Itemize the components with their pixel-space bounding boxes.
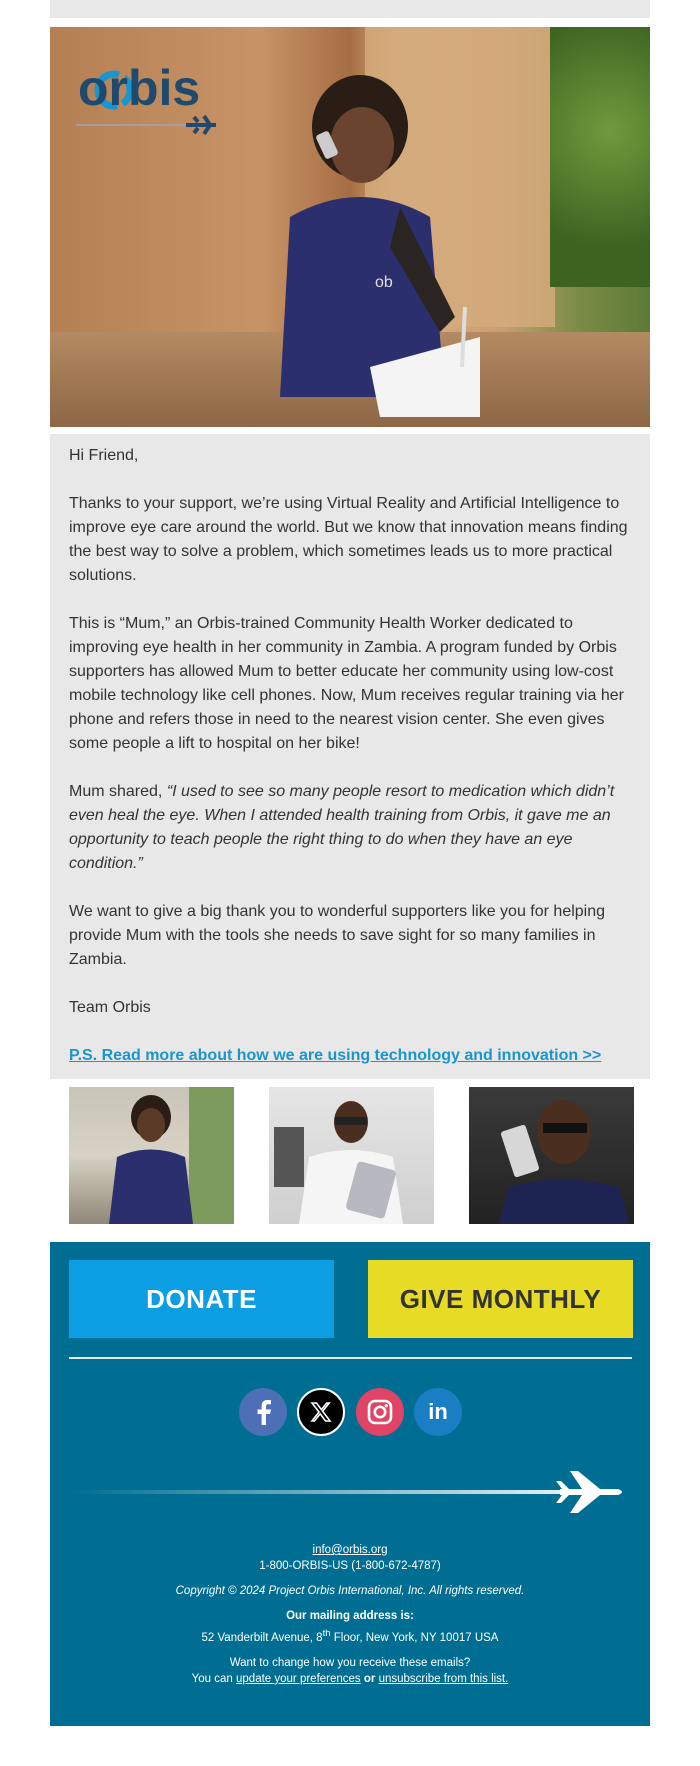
svg-text:ob: ob [375,274,393,291]
paragraph-mum: This is “Mum,” an Orbis-trained Community Health Worker dedicated to improving eye health in her community in Zambia. A program funded by Orbis supporters has allowed Mum to better educate her community using low-cost mobile technology like cell phones. Now, Mum receives regular training via her phone and refers those in need to the nearest vision center. She even gives some people a lift to hospital on her bike! [69,615,624,752]
x-icon[interactable] [297,1388,345,1436]
svg-text:orbis: orbis [78,60,201,116]
donate-button[interactable]: DONATE [69,1260,334,1338]
change-prefs-text: Want to change how you receive these emails? [229,1656,471,1669]
unsubscribe-link[interactable]: unsubscribe from this list. [378,1672,509,1685]
footer-divider [69,1357,632,1359]
photo-doctor [269,1087,434,1224]
letter-body [50,434,650,1079]
update-preferences-link[interactable]: update your preferences [236,1672,361,1685]
social-links [50,1388,650,1438]
facebook-icon[interactable] [239,1388,287,1436]
photo-mum-illustration [69,1087,234,1224]
instagram-icon[interactable] [356,1388,404,1436]
paragraph-quote: Mum shared, “I used to see so many people resort to medication which didn’t even heal the eye. When I attended health training from Orbis, it gave me an opportunity to teach people the right thing to do when they have an eye condition.” [69,783,615,872]
prefs-line: You can update your preferences or unsubscribe from this list. [191,1672,509,1685]
ps-read-more-link[interactable]: P.S. Read more about how we are using technology and innovation >> [69,1047,602,1064]
signoff: Team Orbis [69,999,151,1016]
orbis-logo [76,45,226,135]
email-link[interactable]: info@orbis.org [312,1544,388,1556]
photo-man-phone [469,1087,634,1224]
paragraph-thanks: We want to give a big thank you to wonderful supporters like you for helping provide Mum with the tools she needs to save sight for so many families in Zambia. [69,903,606,968]
plane-icon [70,1467,630,1517]
mailing-heading: Our mailing address is: [286,1610,414,1622]
contact-info [50,1542,650,1687]
phone-number: 1-800-ORBIS-US (1-800-672-4787) [259,1560,441,1572]
linkedin-icon[interactable]: in [414,1388,462,1436]
footer [50,1242,650,1726]
greeting: Hi Friend, [69,447,139,464]
mum-quote: “I used to see so many people resort to medication which didn’t even heal the eye. When I attended health training from Orbis, it gave me an opportunity to teach people the right thing to do when they have an eye condition.” [69,783,615,872]
hero-image [50,27,650,427]
paragraph-innovation: Thanks to your support, we’re using Virtual Reality and Artificial Intelligence to improve eye care around the world. But we know that innovation means finding the best way to solve a problem, which sometimes leads us to more practical solutions. [69,495,628,584]
photo-doctor-illustration [269,1087,434,1224]
photo-man-phone-illustration [469,1087,634,1224]
copyright: Copyright © 2024 Project Orbis International, Inc. All rights reserved. [175,1585,525,1597]
mailing-address: 52 Vanderbilt Avenue, 8th Floor, New York, NY 10017 USA [201,1628,499,1644]
photo-row [50,1087,650,1224]
photo-mum [69,1087,234,1224]
top-bar [50,0,650,18]
health-worker-illustration [250,67,480,427]
give-monthly-button[interactable]: GIVE MONTHLY [368,1260,633,1338]
